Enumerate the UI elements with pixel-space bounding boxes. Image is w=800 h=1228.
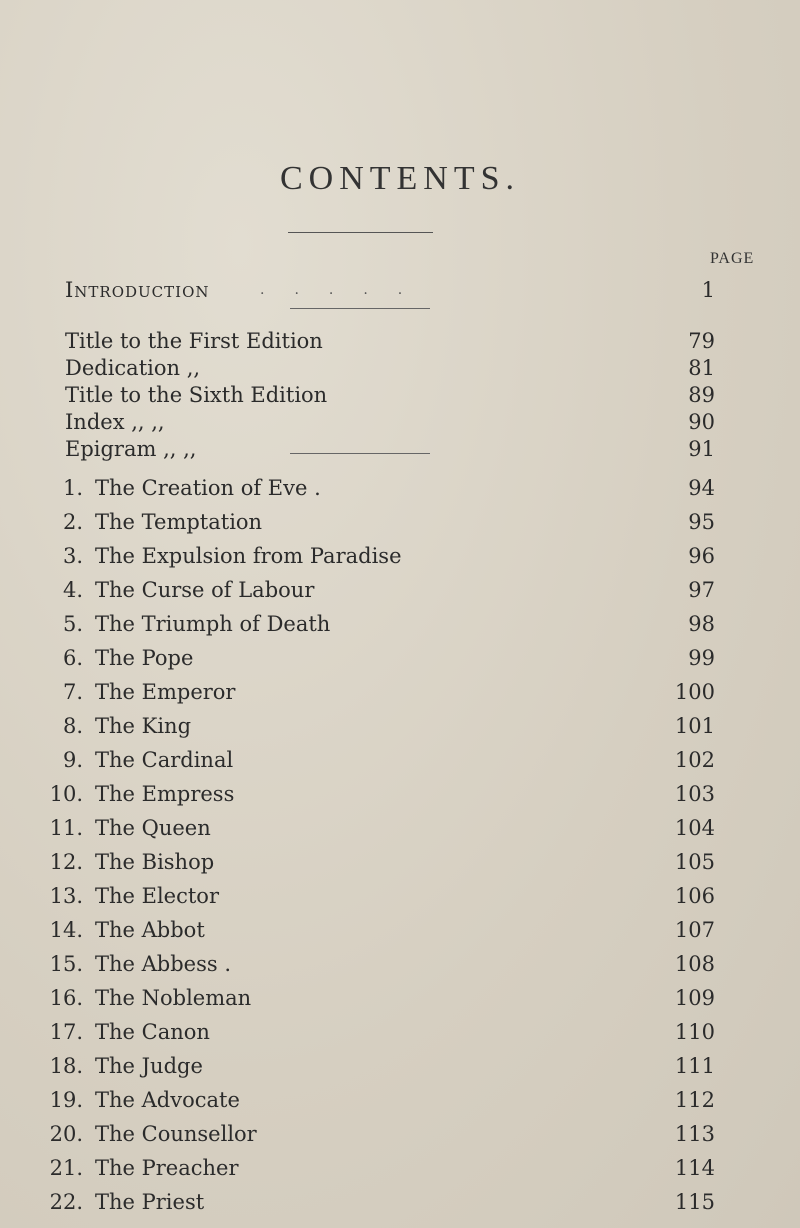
chapter-page: 115 bbox=[674, 1190, 715, 1214]
chapter-title: The Creation of Eve . bbox=[95, 476, 321, 500]
chapter-title: The Abbot bbox=[95, 918, 205, 942]
chapter-page: 94 bbox=[688, 476, 715, 500]
chapter-page: 97 bbox=[688, 578, 715, 602]
toc-entry-title: Epigram ,, ,, bbox=[65, 437, 197, 461]
toc-entry-page: 79 bbox=[688, 329, 715, 353]
toc-entry bbox=[0, 354, 800, 382]
chapter-page: 99 bbox=[688, 646, 715, 670]
chapter-number: 19. bbox=[49, 1088, 83, 1112]
toc-entry-page: 89 bbox=[688, 383, 715, 407]
chapter-entry bbox=[0, 814, 800, 842]
chapter-number: 15. bbox=[49, 952, 83, 976]
chapter-title: The Priest bbox=[95, 1190, 205, 1214]
chapter-title: The Nobleman bbox=[95, 986, 252, 1010]
chapter-entry bbox=[0, 474, 800, 502]
chapter-page: 112 bbox=[674, 1088, 715, 1112]
chapter-entry bbox=[0, 1120, 800, 1148]
chapter-title: The Temptation bbox=[95, 510, 263, 534]
chapter-number: 8. bbox=[62, 714, 83, 738]
chapter-title: The Triumph of Death bbox=[95, 612, 331, 636]
chapter-number: 16. bbox=[49, 986, 83, 1010]
chapter-title: The Elector bbox=[95, 884, 219, 908]
divider bbox=[290, 308, 430, 309]
chapter-page: 111 bbox=[674, 1054, 715, 1078]
chapter-number: 3. bbox=[62, 544, 83, 568]
chapter-number: 4. bbox=[62, 578, 83, 602]
toc-entry-page: 91 bbox=[688, 437, 715, 461]
chapter-title: The Emperor bbox=[95, 680, 236, 704]
chapter-number: 21. bbox=[49, 1156, 83, 1180]
chapter-page: 103 bbox=[674, 782, 715, 806]
chapter-entry bbox=[0, 610, 800, 638]
chapter-entry bbox=[0, 984, 800, 1012]
toc-entry bbox=[0, 381, 800, 409]
chapter-entry bbox=[0, 882, 800, 910]
chapter-entry bbox=[0, 1052, 800, 1080]
leader-dots: ..... bbox=[260, 282, 433, 298]
chapter-number: 22. bbox=[49, 1190, 83, 1214]
toc-entry-title: Title to the Sixth Edition bbox=[65, 383, 328, 407]
chapter-number: 12. bbox=[49, 850, 83, 874]
chapter-page: 108 bbox=[674, 952, 715, 976]
toc-entry-page: 90 bbox=[688, 410, 715, 434]
toc-entry-title: Index ,, ,, bbox=[65, 410, 165, 434]
chapter-entry bbox=[0, 712, 800, 740]
chapter-title: The King bbox=[95, 714, 192, 738]
chapter-number: 18. bbox=[49, 1054, 83, 1078]
chapter-entry bbox=[0, 916, 800, 944]
chapter-page: 110 bbox=[674, 1020, 715, 1044]
chapter-entry bbox=[0, 1018, 800, 1046]
chapter-number: 7. bbox=[62, 680, 83, 704]
chapter-entry bbox=[0, 1188, 800, 1216]
chapter-page: 107 bbox=[674, 918, 715, 942]
chapter-title: The Canon bbox=[95, 1020, 210, 1044]
toc-entry-title: Introduction bbox=[65, 278, 210, 302]
chapter-number: 2. bbox=[62, 510, 83, 534]
chapter-number: 1. bbox=[62, 476, 83, 500]
chapter-page: 98 bbox=[688, 612, 715, 636]
chapter-title: The Pope bbox=[95, 646, 194, 670]
toc-entry-introduction bbox=[0, 276, 800, 304]
toc-entry-page: 81 bbox=[688, 356, 715, 380]
chapter-entry bbox=[0, 678, 800, 706]
chapter-page: 105 bbox=[674, 850, 715, 874]
chapter-entry bbox=[0, 508, 800, 536]
chapter-page: 96 bbox=[688, 544, 715, 568]
chapter-title: The Abbess . bbox=[95, 952, 232, 976]
chapter-title: The Cardinal bbox=[95, 748, 234, 772]
chapter-number: 13. bbox=[49, 884, 83, 908]
chapter-page: 109 bbox=[674, 986, 715, 1010]
chapter-page: 114 bbox=[674, 1156, 715, 1180]
chapter-number: 14. bbox=[49, 918, 83, 942]
chapter-title: The Counsellor bbox=[95, 1122, 257, 1146]
chapter-number: 10. bbox=[49, 782, 83, 806]
chapter-page: 100 bbox=[674, 680, 715, 704]
chapter-entry bbox=[0, 780, 800, 808]
toc-entry-title: Dedication ,, bbox=[65, 356, 201, 380]
chapter-title: The Advocate bbox=[95, 1088, 240, 1112]
toc-entry bbox=[0, 327, 800, 355]
chapter-title: The Empress bbox=[95, 782, 235, 806]
chapter-number: 5. bbox=[62, 612, 83, 636]
chapter-page: 101 bbox=[674, 714, 715, 738]
chapter-number: 17. bbox=[49, 1020, 83, 1044]
chapter-number: 6. bbox=[62, 646, 83, 670]
chapter-page: 106 bbox=[674, 884, 715, 908]
chapter-entry bbox=[0, 950, 800, 978]
title-divider bbox=[288, 232, 433, 233]
chapter-entry bbox=[0, 644, 800, 672]
chapter-entry bbox=[0, 746, 800, 774]
chapter-page: 95 bbox=[688, 510, 715, 534]
chapter-title: The Preacher bbox=[95, 1156, 239, 1180]
chapter-number: 11. bbox=[49, 816, 83, 840]
toc-entry bbox=[0, 408, 800, 436]
chapter-entry bbox=[0, 1086, 800, 1114]
chapter-title: The Queen bbox=[95, 816, 211, 840]
page-title: CONTENTS. bbox=[279, 160, 521, 197]
chapter-page: 104 bbox=[674, 816, 715, 840]
chapter-title: The Bishop bbox=[95, 850, 215, 874]
chapter-entry bbox=[0, 1154, 800, 1182]
chapter-number: 9. bbox=[62, 748, 83, 772]
divider bbox=[290, 453, 430, 454]
chapter-page: 102 bbox=[674, 748, 715, 772]
toc-entry-page: 1 bbox=[701, 278, 715, 302]
toc-entry bbox=[0, 435, 800, 463]
chapter-page: 113 bbox=[674, 1122, 715, 1146]
chapter-entry bbox=[0, 848, 800, 876]
chapter-entry bbox=[0, 576, 800, 604]
page-column-label: PAGE bbox=[710, 250, 755, 267]
chapter-title: The Curse of Labour bbox=[95, 578, 315, 602]
chapter-number: 20. bbox=[49, 1122, 83, 1146]
toc-entry-title: Title to the First Edition bbox=[65, 329, 323, 353]
chapter-title: The Judge bbox=[95, 1054, 203, 1078]
chapter-title: The Expulsion from Paradise bbox=[95, 544, 402, 568]
chapter-entry bbox=[0, 542, 800, 570]
